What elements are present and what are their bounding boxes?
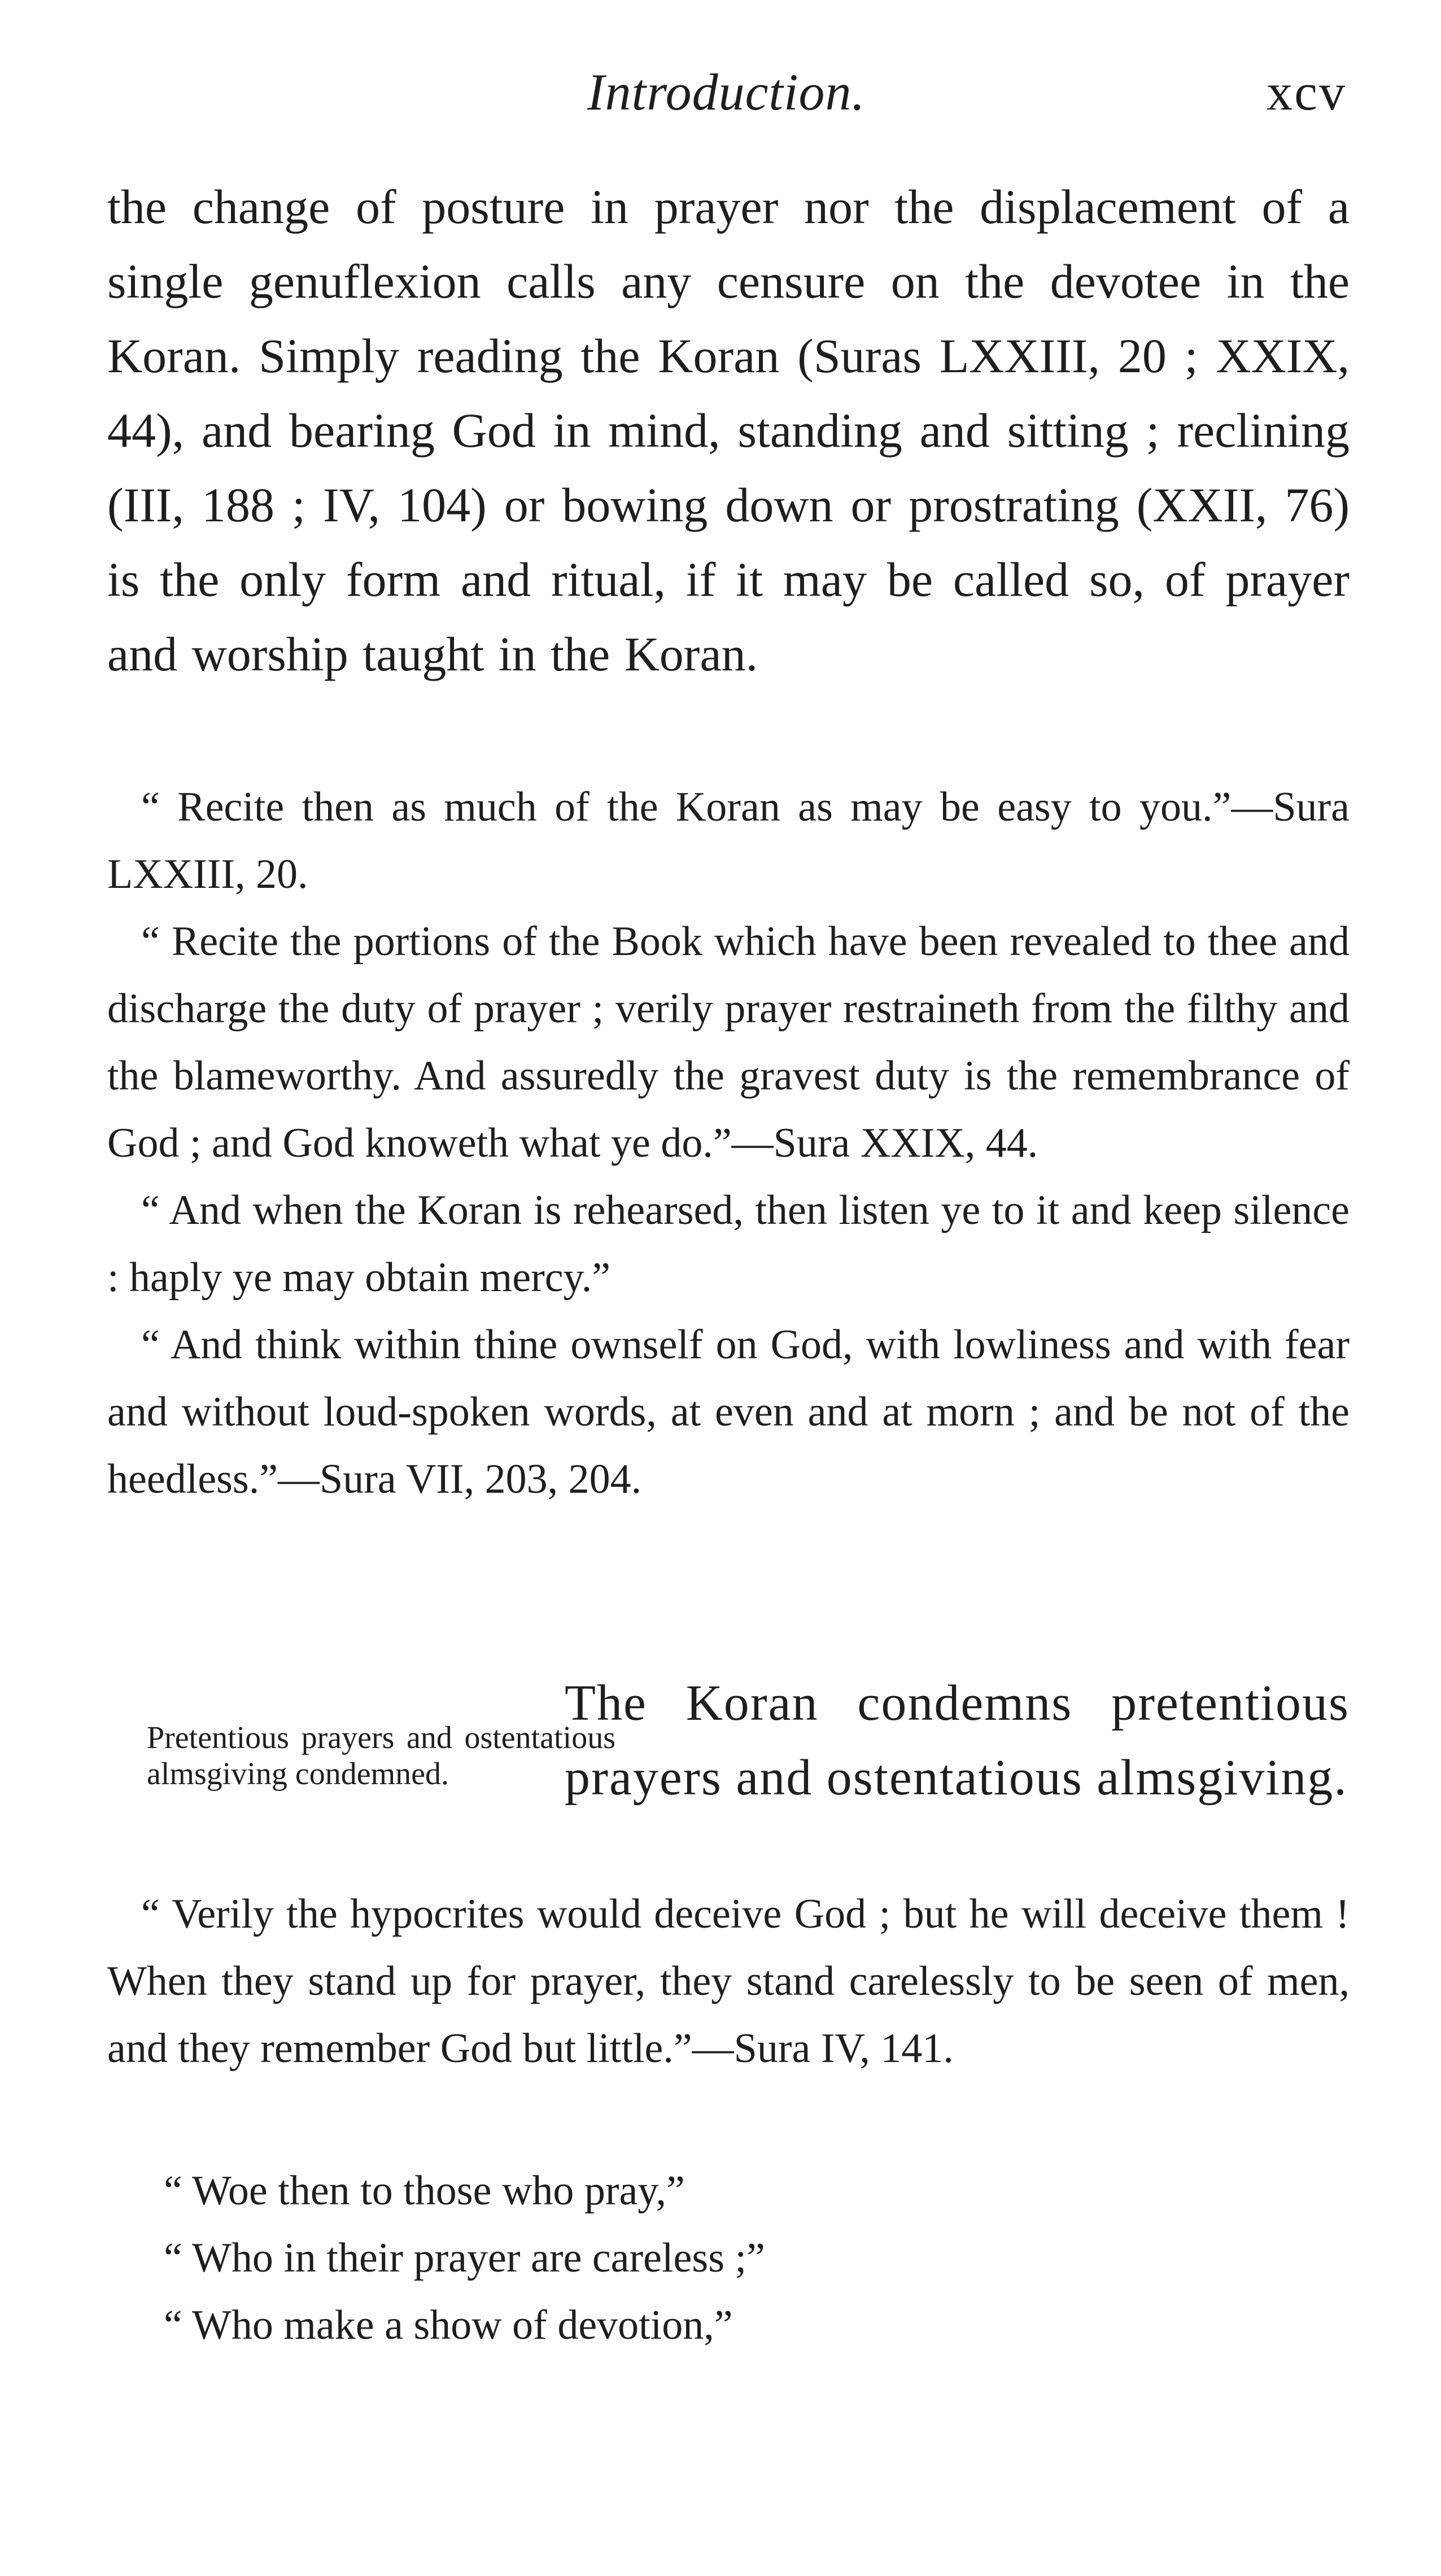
page-number: xcv xyxy=(1267,63,1347,121)
running-title: Introduction. xyxy=(587,63,866,121)
quotes-block xyxy=(107,774,1350,1513)
quote-after-block xyxy=(107,1881,1350,2082)
section-with-sidenote xyxy=(107,1666,1350,1875)
main-paragraph: the change of posture in prayer nor the displacement of a single genuflexion calls any censure on the devotee in the Koran. Simply reading the Koran (Suras LXXIII, 20 ; XXIX, 44), and bearing God in mind, standing and sitting ; reclining (III, 188 ; IV, 104) or bowing down or prostrating (XXII, 76) is the only form and ritual, if it may be called so, of prayer and worship taught in the Koran. xyxy=(107,180,1350,681)
quote-koran-rehearsed: “ And when the Koran is rehearsed, then listen ye to it and keep silence : haply ye may obtain mercy.” xyxy=(107,1187,1350,1301)
verse-list xyxy=(107,2157,1350,2359)
verse-line: “ Who make a show of devotion,” xyxy=(164,2302,733,2348)
quote-sura-73: “ Recite then as much of the Koran as may be easy to you.”—Sura LXXIII, 20. xyxy=(107,784,1350,897)
quote-sura-7: “ And think within thine ownself on God, with lowliness and with fear and without loud-spoken words, at even and at morn ; and be not of the heedless.”—Sura VII, 203, 204. xyxy=(107,1322,1350,1502)
quote-sura-29: “ Recite the portions of the Book which have been revealed to thee and discharge the duty of prayer ; verily prayer restraineth from the filthy and the blameworthy. And assuredly the gravest duty is the remembrance of God ; and God knoweth what ye do.”—Sura XXIX, 44. xyxy=(107,918,1350,1166)
section-statement: The Koran condemns pretentious prayers and ostentatious almsgiving. xyxy=(565,1675,1350,1806)
verse-line: “ Who in their prayer are careless ;” xyxy=(164,2235,765,2281)
verse-line: “ Woe then to those who pray,” xyxy=(164,2168,685,2214)
running-header xyxy=(107,62,1347,124)
margin-sidenote: Pretentious prayers and ostentatious almsgiving condemned. xyxy=(147,1720,615,1792)
quote-sura-4: “ Verily the hypocrites would deceive God ; but he will deceive them ! When they stand up for prayer, they stand carelessly to be seen of men, and they remember God but little.”—Sura IV, 141. xyxy=(107,1891,1350,2072)
